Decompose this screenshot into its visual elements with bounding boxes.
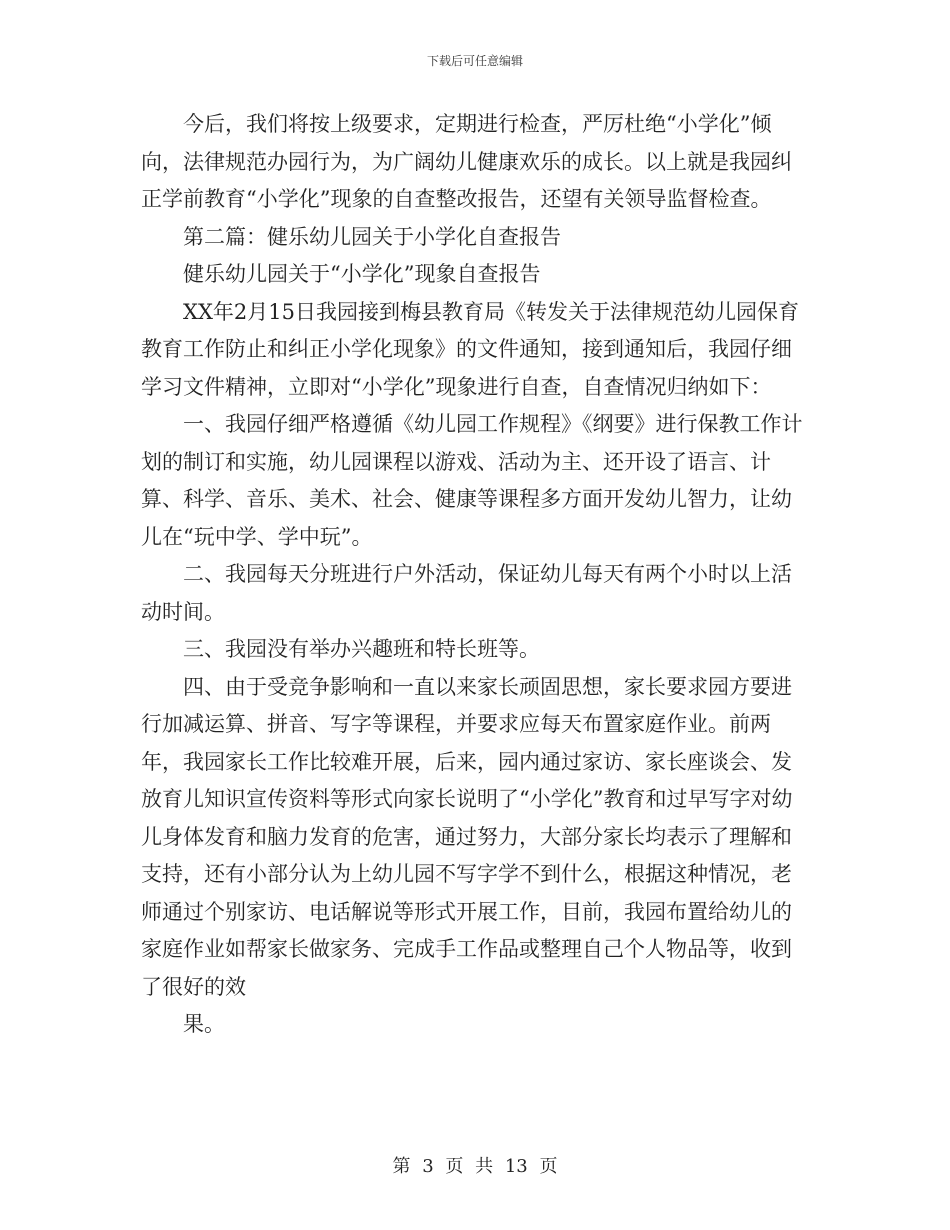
paragraph-conclusion: 今后，我们将按上级要求，定期进行检查，严厉杜绝“小学化”倾向，法律规范办园行为，为广阔幼儿健康欢乐的成长。以上就是我园纠正学前教育“小学化”现象的自查整改报告，还望有关领导监督检查。 bbox=[141, 112, 792, 211]
paragraph-item-4-continued: 果。 bbox=[183, 1012, 225, 1036]
paragraph-intro: XX年2月15日我园接到梅县教育局《转发关于法律规范幼儿园保育教育工作防止和纠正小学化现象》的文件通知，接到通知后，我园仔细学习文件精神，立即对“小学化”现象进行自查，自查情况归纳如下： bbox=[141, 299, 799, 399]
section-heading: 第二篇：健乐幼儿园关于小学化自查报告 bbox=[183, 224, 561, 249]
page-number: 第 3 页 共 13 页 bbox=[392, 1156, 558, 1177]
paragraph-item-4: 四、由于受竞争影响和一直以来家长顽固思想，家长要求园方要进行加减运算、拼音、写字等课程，并要求应每天布置家庭作业。前两年，我园家长工作比较难开展，后来，园内通过家访、家长座谈会、发放育儿知识宣传资料等形式向家长说明了“小学化”教育和过早写字对幼儿身体发育和脑力发育的危害，通过努力，大部分家长均表示了理解和支持，还有小部分认为上幼儿园不写字学不到什么，根据这种情况，老师通过个别家访、电话解说等形式开展工作，目前，我园布置给幼儿的家庭作业如帮家长做家务、完成手工作品或整理自己个人物品等，收到了很好的效 bbox=[141, 674, 793, 999]
header-note: 下载后可任意编辑 bbox=[426, 54, 523, 68]
report-title: 健乐幼儿园关于“小学化”现象自查报告 bbox=[183, 262, 541, 286]
paragraph-item-3: 三、我园没有举办兴趣班和特长班等。 bbox=[183, 637, 540, 661]
paragraph-item-2: 二、我园每天分班进行户外活动，保证幼儿每天有两个小时以上活动时间。 bbox=[141, 562, 792, 624]
body-text bbox=[141, 106, 811, 1044]
paragraph-item-1: 一、我园仔细严格遵循《幼儿园工作规程》《纲要》进行保教工作计划的制订和实施，幼儿园课程以游戏、活动为主、还开设了语言、计算、科学、音乐、美术、社会、健康等课程多方面开发幼儿智力，让幼儿在“玩中学、学中玩”。 bbox=[141, 412, 803, 549]
